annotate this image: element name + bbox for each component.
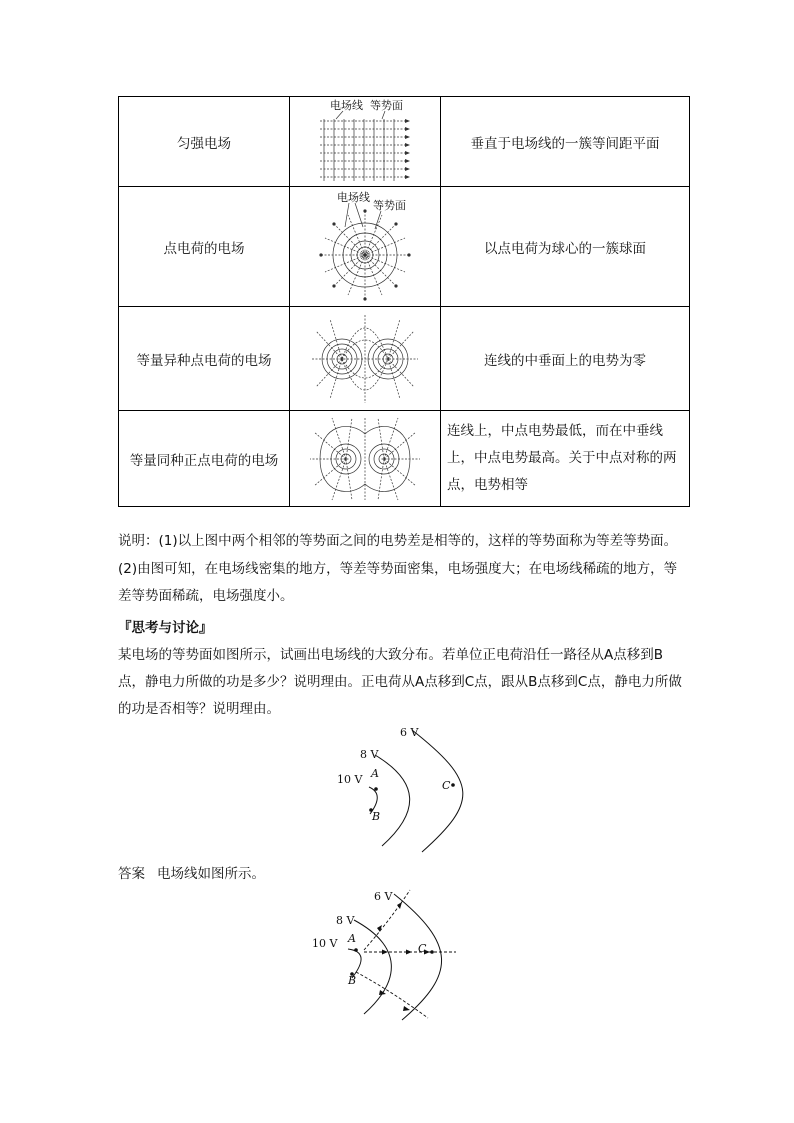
- field-name: 匀强电场: [119, 97, 290, 187]
- note-line-1: 说明：(1)以上图中两个相邻的等势面之间的电势差是相等的，这样的等势面称为等差等势面。: [118, 533, 678, 549]
- point-charge-figure: [290, 187, 441, 307]
- field-description: 连线的中垂面上的电势为零: [441, 307, 690, 411]
- label-6v: 6 V: [400, 726, 419, 739]
- field-description: 以点电荷为球心的一簇球面: [441, 187, 690, 307]
- field-table: [118, 96, 690, 507]
- label-c: C: [442, 779, 451, 792]
- field-name: 等量同种正点电荷的电场: [119, 411, 290, 507]
- note-line-2: (2)由图可知，在电场线密集的地方，等差等势面密集，电场强度大；在电场线稀疏的地方，等差等势面稀疏，电场强度小。: [118, 561, 678, 604]
- table-row: [119, 307, 690, 411]
- opposite-charges-figure: [290, 307, 441, 411]
- field-name: 等量异种点电荷的电场: [119, 307, 290, 411]
- label-8v: 8 V: [360, 748, 379, 761]
- uniform-field-figure: [290, 97, 441, 187]
- label-b: B: [348, 974, 357, 987]
- figure-label-equipotential: 等势面: [373, 198, 406, 212]
- table-row: [119, 97, 690, 187]
- label-6v: 6 V: [374, 890, 393, 903]
- label-10v: 10 V: [312, 937, 338, 950]
- label-c: C: [418, 942, 427, 955]
- figure-label-equipotential: 等势面: [370, 98, 403, 112]
- discussion-question: 某电场的等势面如图所示，试画出电场线的大致分布。若单位正电荷沿任一路径从A点移到B点，静电力所做的功是多少？说明理由。正电荷从A点移到C点，跟从B点移到C点，静电力所做的功是否相等？说明理由。: [118, 647, 682, 717]
- table-row: [119, 411, 690, 507]
- field-description: 垂直于电场线的一簇等间距平面: [441, 97, 690, 187]
- label-a: A: [348, 932, 356, 945]
- label-10v: 10 V: [337, 773, 363, 786]
- discussion-heading: 『思考与讨论』: [118, 620, 213, 636]
- label-a: A: [371, 767, 379, 780]
- answer-block: [118, 862, 265, 882]
- like-charges-figure: [290, 411, 441, 507]
- answer-figure: [306, 886, 460, 1026]
- answer-label: 答案: [118, 866, 145, 882]
- field-name: 点电荷的电场: [119, 187, 290, 307]
- equipotential-figure: [330, 722, 470, 856]
- table-row: [119, 187, 690, 307]
- label-8v: 8 V: [336, 914, 355, 927]
- field-description: 连线上，中点电势最低，而在中垂线上，中点电势最高。关于中点对称的两点，电势相等: [441, 411, 690, 507]
- answer-text: 电场线如图所示。: [157, 866, 265, 882]
- label-b: B: [372, 810, 381, 823]
- figure-label-field-line: 电场线: [337, 190, 370, 204]
- figure-label-field-line: 电场线: [330, 98, 363, 112]
